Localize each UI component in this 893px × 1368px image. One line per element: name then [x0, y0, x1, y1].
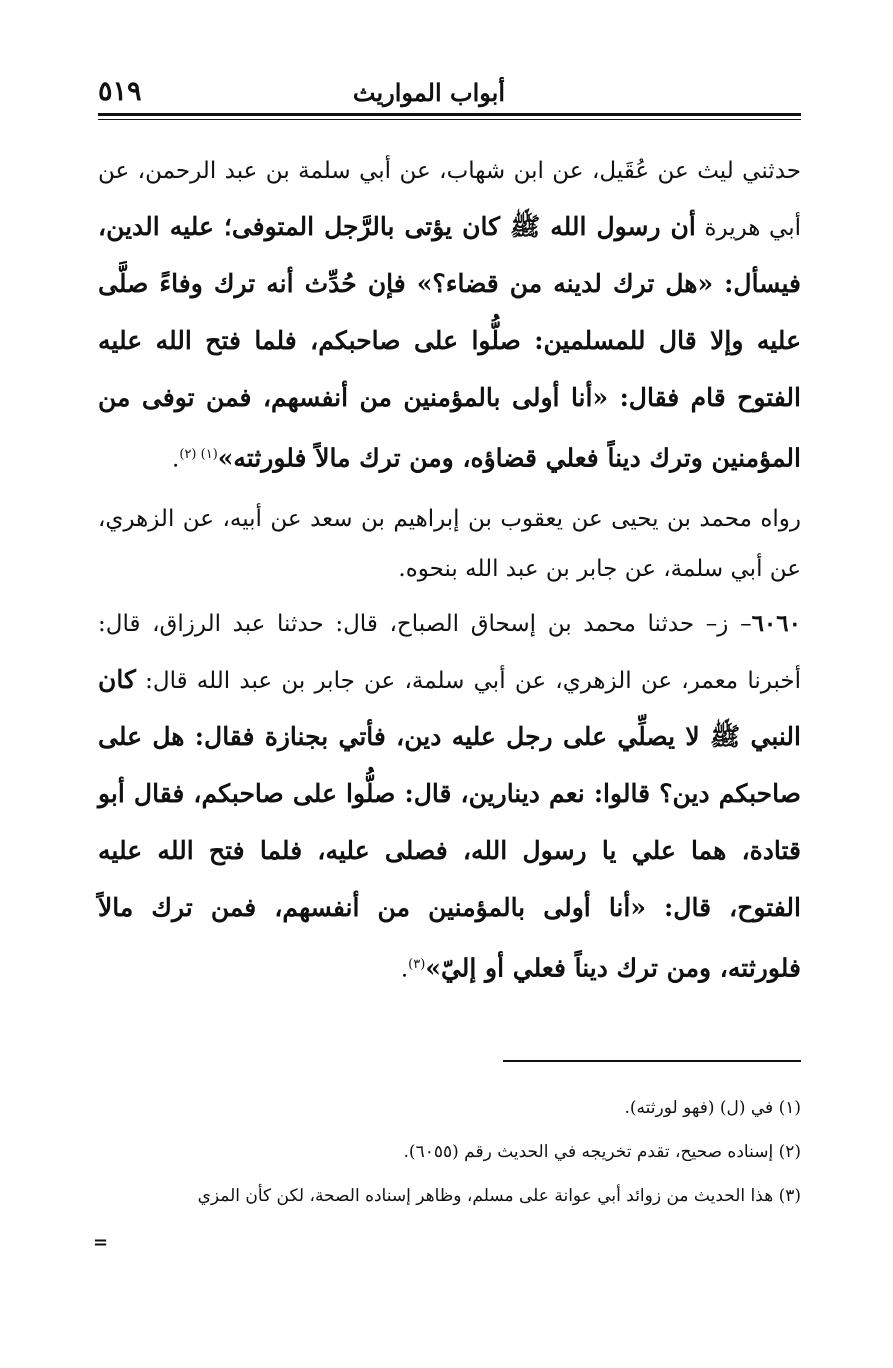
text-segment: . [172, 446, 180, 473]
text-segment-bold: أن رسول الله ﷺ كان يؤتى بالرَّجل المتوفى؛ عليه الدين، فيسأل: «هل ترك لدينه من قضاء؟» فإن حُدِّث أنه ترك وفاءً صلَّى عليه وإلا قال للمسلمين: صلُّوا على صاحبكم، فلما فتح الله عليه الفتوح قام فقال: «أنا أولى بالمؤمنين من أنفسهم، فمن توفى من المؤمنين وترك ديناً فعلي قضاؤه، ومن ترك مالاً فلورثته» [98, 212, 801, 473]
paragraph-narration [98, 494, 801, 594]
paragraph-hadith-continuation [98, 144, 801, 488]
paragraph-hadith-6060 [98, 596, 801, 998]
page-number: ٥١٩ [98, 76, 142, 107]
main-text [98, 144, 801, 997]
footnote-3: (٣) هذا الحديث من زوائد أبي عوانة على مسلم، وظاهر إسناده الصحة، لكن كأن المزي [197, 1186, 801, 1206]
footnotes [98, 1086, 801, 1218]
footnote-1: (١) في (ل) (فهو لورثته). [624, 1098, 801, 1118]
footnote-ref: (١) (٢) [179, 447, 218, 462]
text-segment: – ز– حدثنا محمد بن إسحاق الصباح، قال: حدثنا عبد الرزاق، قال: أخبرنا معمر، عن الزهري، عن أبي سلمة، عن جابر بن عبد الله قال: [98, 610, 801, 694]
hadith-number: ٦٠٦٠ [751, 609, 801, 637]
footnote-separator [503, 1060, 801, 1062]
running-title: أبواب المواريث [352, 78, 505, 107]
footnote-ref: (٣) [408, 956, 426, 972]
text-segment-bold: كان النبي ﷺ لا يصلِّي على رجل عليه دين، فأتي بجنازة فقال: هل على صاحبكم دين؟ قالوا: نعم دينارين، قال: صلُّوا على صاحبكم، فقال أبو قتادة، هما علي يا رسول الله، فصلى عليه، فلما فتح الله عليه الفتوح، قال: «أنا أولى بالمؤمنين من أنفسهم، فمن ترك مالاً فلورثته، ومن ترك ديناً فعلي أو إليّ» [98, 664, 801, 983]
header-rule-thick [98, 113, 801, 116]
continuation-mark: = [93, 1232, 109, 1253]
text-segment: حدثني ليث عن عُقَيل، عن ابن شهاب، عن أبي سلمة بن عبد الرحمن، عن أبي هريرة [98, 158, 801, 241]
header-rule-thin [98, 119, 801, 120]
text-segment: . [400, 956, 409, 983]
text-segment: رواه محمد بن يحيى عن يعقوب بن إبراهيم بن سعد عن أبيه، عن الزهري، عن أبي سلمة، عن جابر بن عبد الله بنحوه. [98, 505, 801, 582]
footnote-2: (٢) إسناده صحيح، تقدم تخريجه في الحديث رقم (٦٠٥٥). [403, 1142, 801, 1162]
running-header [98, 76, 801, 112]
